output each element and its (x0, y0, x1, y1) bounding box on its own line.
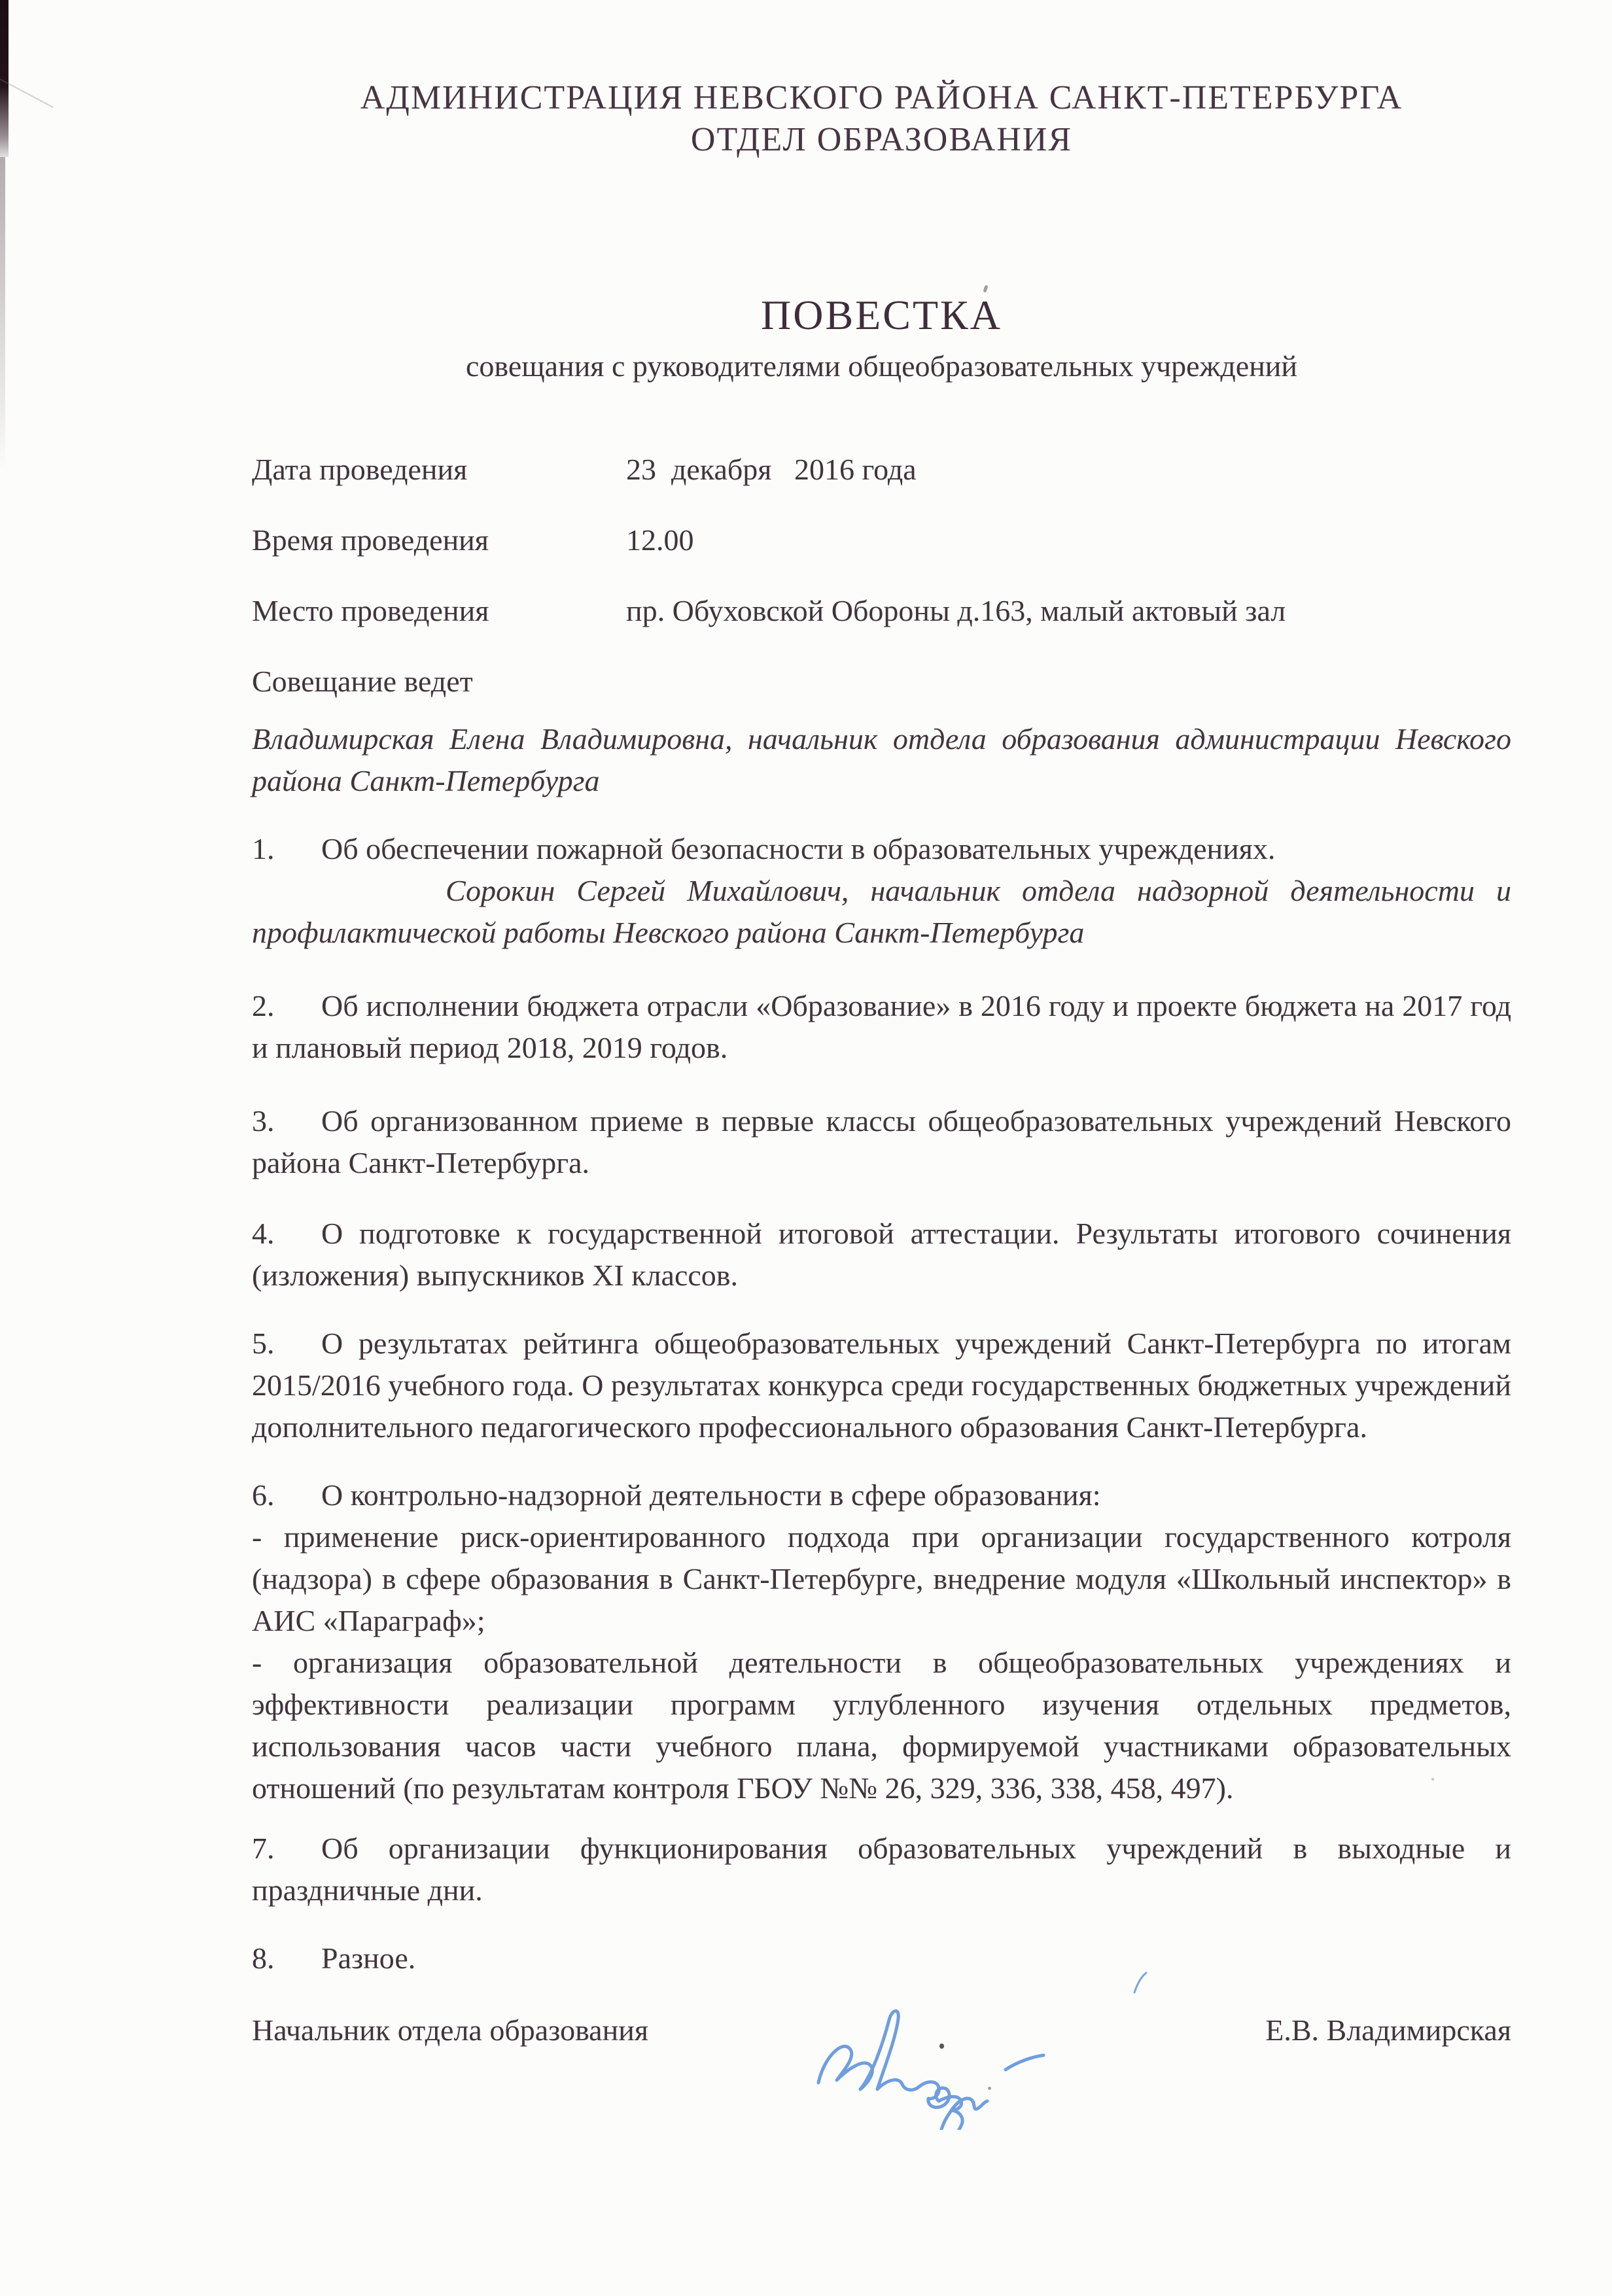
org-header (252, 77, 1511, 161)
agenda-item-8-number: 8. (252, 1941, 275, 1975)
meta-value-date: 23 декабря 2016 года (626, 453, 917, 486)
agenda-item-6-text: О контрольно-надзорной деятельности в сфере образования: (321, 1478, 1101, 1512)
meta-label-date: Дата проведения (252, 453, 468, 486)
agenda-item-6 (252, 1474, 1511, 1516)
agenda-item-7 (252, 1828, 1511, 1911)
agenda-item-3-text: Об организованном приеме в первые классы общеобразовательных учреждений Невского района Санкт-Петербурга. (252, 1104, 1511, 1179)
agenda-item-3-number: 3. (252, 1104, 275, 1138)
agenda-item-1-text: Об обеспечении пожарной безопасности в образовательных учреждениях. (321, 832, 1276, 865)
doc-subtitle: совещания с руководителями общеобразовательных учреждений (465, 349, 1298, 383)
agenda-item-8-text: Разное. (321, 1941, 416, 1975)
agenda-item-3 (252, 1100, 1511, 1184)
meta-block (252, 449, 1511, 632)
meta-row-time (252, 519, 1511, 561)
meta-label-place: Место проведения (252, 594, 489, 627)
agenda-item-2-number: 2. (252, 989, 275, 1022)
meta-row-date (252, 449, 1511, 491)
signature-ink (808, 1992, 1057, 2130)
agenda-item-7-number: 7. (252, 1832, 275, 1865)
meta-row-place (252, 590, 1511, 632)
agenda-item-6-number: 6. (252, 1478, 275, 1512)
agenda-item-1-number: 1. (252, 832, 275, 865)
agenda-item-2-text: Об исполнении бюджета отрасли «Образование» в 2016 году и проекте бюджета на 2017 год и плановый период 2018, 2019 годов. (252, 989, 1511, 1064)
doc-title: ПОВЕСТКА (761, 292, 1002, 338)
ink-stray-mark (1130, 1970, 1150, 1996)
agenda-item-8 (252, 1938, 1511, 1979)
agenda-item-1-speaker: Сорокин Сергей Михайлович, начальник отдела надзорной деятельности и профилактической работы Невского района Санкт-Петербурга (252, 874, 1511, 949)
signer-position: Начальник отдела образования (252, 2013, 648, 2047)
meta-value-place: пр. Обуховской Обороны д.163, малый актовый зал (626, 594, 1286, 627)
agenda-item-5-text: О результатах рейтинга общеобразовательных учреждений Санкт-Петербурга по итогам 2015/2016 учебного года. О результатах конкурса среди государственных бюджетных учреждений дополнительного педагогического профессионального образования Санкт-Петербурга. (252, 1327, 1511, 1444)
agenda-item-5-number: 5. (252, 1327, 275, 1360)
chair-person: Владимирская Елена Владимировна, начальник отдела образования администрации Невского района Санкт-Петербурга (252, 722, 1511, 797)
org-name-line1: АДМИНИСТРАЦИЯ НЕВСКОГО РАЙОНА САНКТ-ПЕТЕРБУРГА (360, 79, 1403, 116)
agenda-item-5 (252, 1323, 1511, 1448)
chair-label: Совещание ведет (252, 665, 473, 698)
org-name-line2: ОТДЕЛ ОБРАЗОВАНИЯ (690, 121, 1073, 158)
agenda-item-6-subitem-2: - организация образовательной деятельности в общеобразовательных учреждениях и эффективности реализации программ углубленного изучения отдельных предметов, использования часов части учебного плана, формируемой участниками образовательных отношений (по результатам контроля ГБОУ №№ 26, 329, 336, 338, 458, 497). (252, 1646, 1511, 1805)
signer-name: Е.В. Владимирская (1265, 2013, 1511, 2047)
agenda-item-4-text: О подготовке к государственной итоговой аттестации. Результаты итогового сочинения (изложения) выпускников XI классов. (252, 1217, 1511, 1292)
meta-label-time: Время проведения (252, 523, 489, 557)
meta-value-time: 12.00 (626, 523, 694, 557)
agenda-item-4-number: 4. (252, 1217, 275, 1250)
agenda-item-2 (252, 985, 1511, 1069)
agenda-item-6-subitem-1: - применение риск-ориентированного подхода при организации государственного котроля (надзора) в сфере образования в Санкт-Петербурге, внедрение модуля «Школьный инспектор» в АИС «Параграф»; (252, 1520, 1511, 1637)
agenda-item-1 (252, 828, 1511, 870)
agenda-item-4 (252, 1213, 1511, 1296)
agenda-item-7-text: Об организации функционирования образовательных учреждений в выходные и праздничные дни. (252, 1832, 1511, 1907)
